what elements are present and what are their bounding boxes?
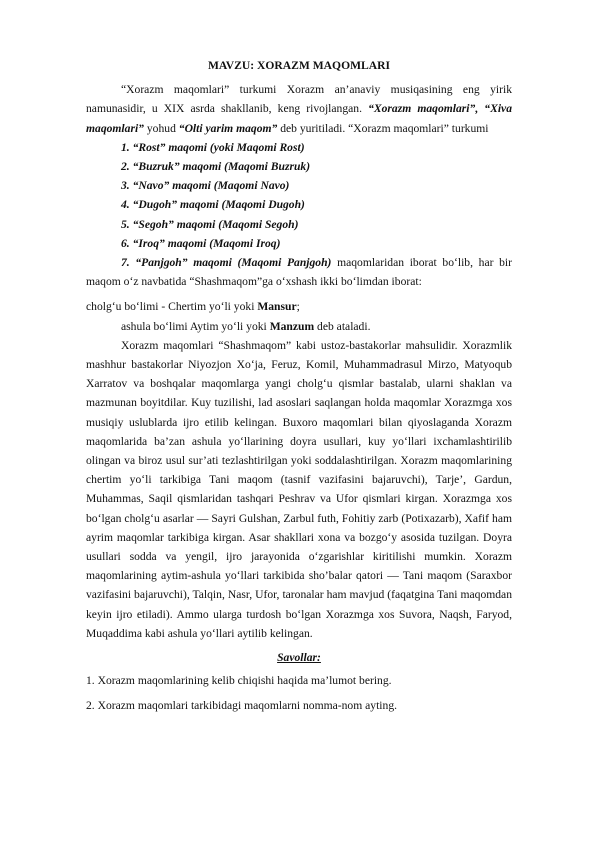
intro-text-2: yohud <box>143 121 179 135</box>
document-page <box>86 56 512 720</box>
maqom-list-item: 6. “Iroq” maqomi (Maqomi Iroq) <box>121 236 281 250</box>
maqom-list-item: 1. “Rost” maqomi (yoki Maqomi Rost) <box>121 140 305 154</box>
questions-heading: Savollar: <box>277 651 321 665</box>
maqom-list-item: 4. “Dugoh” maqomi (Maqomi Dugoh) <box>121 198 305 212</box>
maqom-list-item: 3. “Navo” maqomi (Maqomi Navo) <box>121 179 290 193</box>
body-paragraph: Xorazm maqomlari “Shashmaqom” kabi ustoz-bastakorlar mahsulidir. Xorazmlik mashhur bastakorlar Niyozjon Xo‘ja, Feruz, Komil, Muhammadrasul Mirzo, Matyoqub Xarratov va boshqalar maqomlarga yangi cholg‘u qismlar bastalab, ularni shaklan va mazmunan boyitdilar. Kuy tuzilishi, lad asoslari saqlangan holda maqomlar Xorazmga xos musiqiy uslublarda ijro etilib kelingan. Buxoro maqomlari bilan qiyoslaganda Xorazm maqomlarida ba’zan ashula yo‘llarining doyra usullari, kuy yo‘llari ixchamlashtirilib olingan va biroz usul sur’ati tezlashtirilgan yoki soddalashtirilgan. Xorazm maqomlarining chertim yo‘li tarkibiga Tani maqom (tasnif vazifasini bajaruvchi), Tarje’, Gardun, Muhammas, Saqil qismlaridan tashqari Peshrav va Ufor qismlari kirgan. Xorazmga xos bo‘lgan cholg‘u asarlar — Sayri Gulshan, Zarbul futh, Fohitiy zarb (Potixazarb), Xafif ham ayrim maqomlar tarkibiga kirgan. Asar shakllari xona va bozgo‘y asosida tuzilgan. Doyra usullari sodda va yengil, ijro jarayonida o‘zgarishlar kiritilishi mumkin. Xorazm maqomlarining aytim-ashula yo‘llari tarkibida sho’balar qatori — Tani maqom (Saraxbor vazifasini bajaruvchi), Talqin, Nasr, Ufor, taronalar ham mavjud (faqatgina Tani maqomdan keyin ijro etiladi). Ammo ularga turdosh bo‘lgan Xorazmga xos Suvora, Naqsh, Faryod, Muqaddima kabi ashula yo‘llari aytilib kelingan. <box>86 338 512 640</box>
aytim-end: deb ataladi. <box>314 319 371 333</box>
page-title: MAVZU: XORAZM MAQOMLARI <box>207 59 391 72</box>
manzum-term: Manzum <box>269 319 315 333</box>
item7-rest: maqomlaridan iborat bo‘lib, har bir maqom o‘z navbatida “Shashmaqom”ga o‘xshash ikki bo‘limdan iborat: <box>86 256 512 289</box>
item7-emphasis: 7. “Panjgoh” maqomi (Maqomi Panjgoh) <box>121 256 332 270</box>
aytim-text: ashula bo‘limi Aytim yo‘li yoki <box>121 319 270 333</box>
intro-text-3: deb yuritiladi. “Xorazm maqomlari” turkumi <box>277 121 489 135</box>
maqom-list-item-7 <box>86 253 512 291</box>
intro-emphasis-1: “Xorazm maqomlari”, “Xiva maqomlari” <box>86 102 513 135</box>
chertim-end: ; <box>296 300 300 314</box>
intro-emphasis-2: “Olti yarim maqom” <box>178 121 278 135</box>
chertim-line <box>86 297 512 316</box>
maqom-list-item: 2. “Buzruk” maqomi (Maqomi Buzruk) <box>121 160 311 174</box>
maqom-list-item: 5. “Segoh” maqomi (Maqomi Segoh) <box>121 217 299 231</box>
intro-text-1: “Xorazm maqomlari” turkumi Xorazm an’anaviy musiqasining eng yirik namunasidir, u XIX asrda shakllanib, keng rivojlangan. <box>86 83 512 116</box>
mansur-term: Mansur <box>257 300 297 314</box>
question-item: 1. Xorazm maqomlarining kelib chiqishi haqida ma’lumot bering. <box>86 674 392 688</box>
chertim-text: cholg‘u bo‘limi - Chertim yo‘li yoki <box>86 300 258 314</box>
intro-paragraph <box>86 80 512 138</box>
aytim-line <box>86 317 512 336</box>
question-item: 2. Xorazm maqomlari tarkibidagi maqomlarni nomma-nom ayting. <box>86 698 398 712</box>
